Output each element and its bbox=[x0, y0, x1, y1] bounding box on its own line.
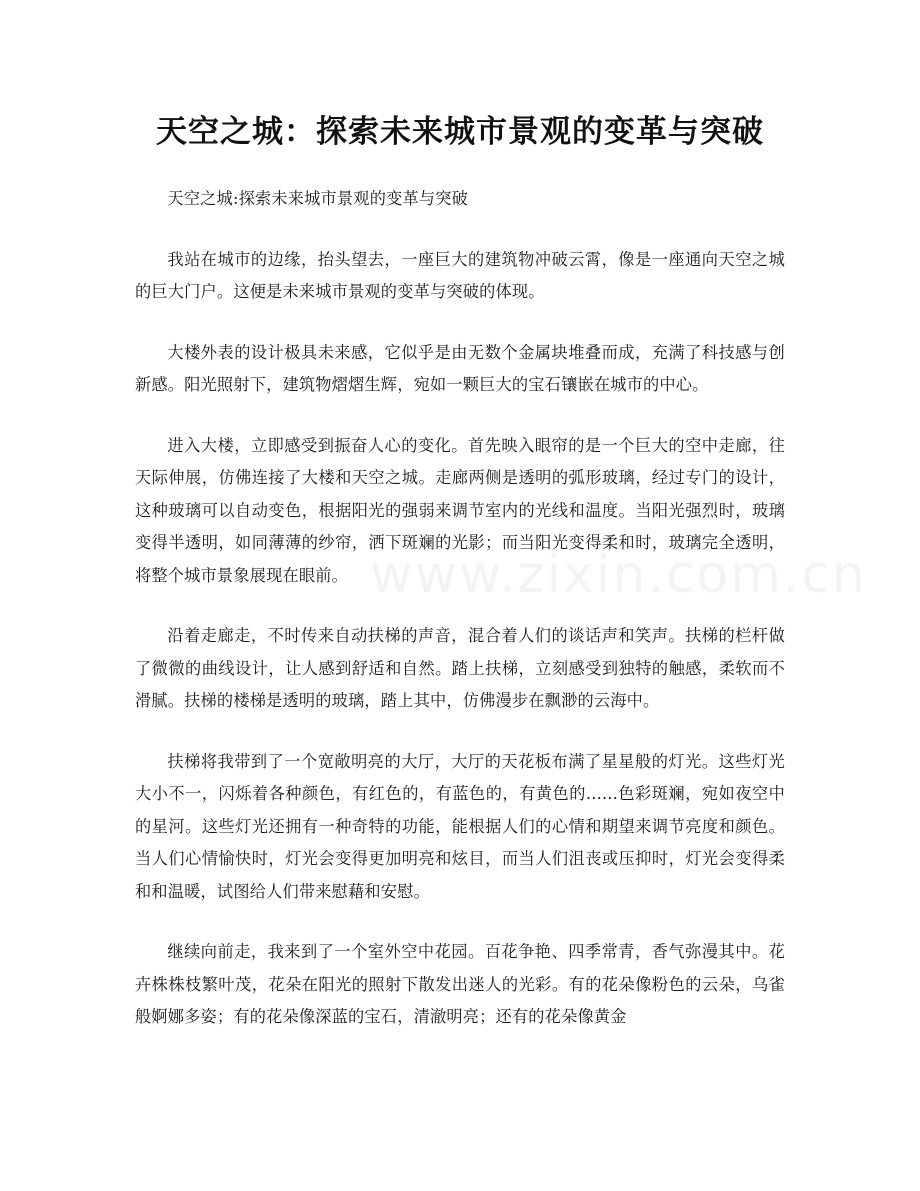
paragraph-5: 扶梯将我带到了一个宽敞明亮的大厅，大厅的天花板布满了星星般的灯光。这些灯光大小不一，闪烁着各种颜色，有红色的，有蓝色的，有黄色的......色彩斑斓，宛如夜空中的星河。这些灯光还拥有一种奇特的功能，能根据人们的心情和期望来调节亮度和颜色。当人们心情愉快时，灯光会变得更加明亮和炫目，而当人们沮丧或压抑时，灯光会变得柔和和温暖，试图给人们带来慰藉和安慰。 bbox=[135, 751, 785, 901]
paragraph-6: 继续向前走，我来到了一个室外空中花园。百花争艳、四季常青，香气弥漫其中。花卉株株枝繁叶茂，花朵在阳光的照射下散发出迷人的光彩。有的花朵像粉色的云朵，乌雀般婀娜多姿；有的花朵像深蓝的宝石，清澈明亮；还有的花朵像黄金 bbox=[135, 942, 785, 1026]
paragraph-subtitle: 天空之城:探索未来城市景观的变革与突破 bbox=[167, 189, 469, 208]
paragraph-3: 进入大楼，立即感受到振奋人心的变化。首先映入眼帘的是一个巨大的空中走廊，往天际伸展，仿佛连接了大楼和天空之城。走廊两侧是透明的弧形玻璃，经过专门的设计，这种玻璃可以自动变色，根据阳光的强弱来调节室内的光线和温度。当阳光强烈时，玻璃变得半透明，如同薄薄的纱帘，洒下斑斓的光影；而当阳光变得柔和时，玻璃完全透明，将整个城市景象展现在眼前。 bbox=[135, 435, 785, 585]
paragraph-1: 我站在城市的边缘，抬头望去，一座巨大的建筑物冲破云霄，像是一座通向天空之城的巨大门户。这便是未来城市景观的变革与突破的体现。 bbox=[135, 249, 785, 301]
watermark: www.zixin.com.cn bbox=[370, 545, 867, 605]
paragraph-2: 大楼外表的设计极具未来感，它似乎是由无数个金属块堆叠而成，充满了科技感与创新感。阳光照射下，建筑物熠熠生辉，宛如一颗巨大的宝石镶嵌在城市的中心。 bbox=[135, 342, 785, 394]
paragraph-4: 沿着走廊走，不时传来自动扶梯的声音，混合着人们的谈话声和笑声。扶梯的栏杆做了微微的曲线设计，让人感到舒适和自然。踏上扶梯，立刻感受到独特的触感，柔软而不滑腻。扶梯的楼梯是透明的玻璃，踏上其中，仿佛漫步在飘渺的云海中。 bbox=[135, 626, 785, 710]
document-body bbox=[135, 183, 785, 1062]
document-title: 天空之城：探索未来城市景观的变革与突破 bbox=[156, 114, 764, 150]
